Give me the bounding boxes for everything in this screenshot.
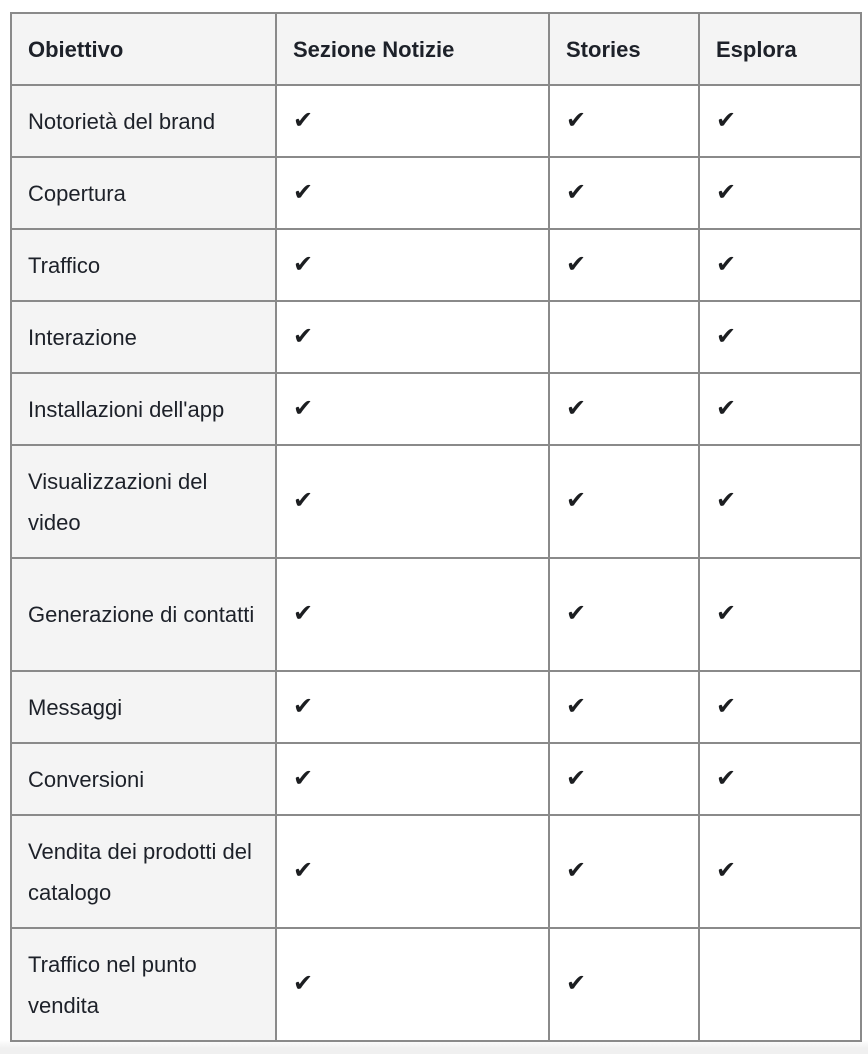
objective-cell: Visualizzazioni del video xyxy=(11,445,276,558)
objective-cell: Traffico nel punto vendita xyxy=(11,928,276,1041)
placements-table xyxy=(10,12,862,1042)
table-row xyxy=(11,671,861,743)
objective-cell: Interazione xyxy=(11,301,276,373)
check-icon: ✔ xyxy=(699,229,861,301)
table-row xyxy=(11,373,861,445)
table-row xyxy=(11,815,861,928)
empty-cell xyxy=(549,301,699,373)
check-icon: ✔ xyxy=(549,928,699,1041)
check-icon: ✔ xyxy=(276,157,549,229)
table-row xyxy=(11,928,861,1041)
header-objective: Obiettivo xyxy=(11,13,276,85)
check-icon: ✔ xyxy=(699,445,861,558)
check-icon: ✔ xyxy=(276,815,549,928)
table-row xyxy=(11,229,861,301)
table-row xyxy=(11,85,861,157)
empty-cell xyxy=(699,928,861,1041)
check-icon: ✔ xyxy=(549,743,699,815)
table-row xyxy=(11,445,861,558)
header-stories: Stories xyxy=(549,13,699,85)
check-icon: ✔ xyxy=(699,301,861,373)
objective-cell: Traffico xyxy=(11,229,276,301)
header-explore: Esplora xyxy=(699,13,861,85)
objective-cell: Conversioni xyxy=(11,743,276,815)
check-icon: ✔ xyxy=(549,229,699,301)
objective-cell: Notorietà del brand xyxy=(11,85,276,157)
check-icon: ✔ xyxy=(549,157,699,229)
check-icon: ✔ xyxy=(276,85,549,157)
check-icon: ✔ xyxy=(699,815,861,928)
check-icon: ✔ xyxy=(699,743,861,815)
check-icon: ✔ xyxy=(276,229,549,301)
check-icon: ✔ xyxy=(699,85,861,157)
check-icon: ✔ xyxy=(699,671,861,743)
table-row xyxy=(11,301,861,373)
check-icon: ✔ xyxy=(549,85,699,157)
check-icon: ✔ xyxy=(276,743,549,815)
objective-cell: Copertura xyxy=(11,157,276,229)
check-icon: ✔ xyxy=(276,558,549,671)
check-icon: ✔ xyxy=(699,157,861,229)
check-icon: ✔ xyxy=(699,558,861,671)
objective-cell: Installazioni dell'app xyxy=(11,373,276,445)
table-row xyxy=(11,157,861,229)
header-news-feed: Sezione Notizie xyxy=(276,13,549,85)
objective-cell: Generazione di contatti xyxy=(11,558,276,671)
check-icon: ✔ xyxy=(276,373,549,445)
check-icon: ✔ xyxy=(549,558,699,671)
check-icon: ✔ xyxy=(549,815,699,928)
check-icon: ✔ xyxy=(549,671,699,743)
table-row xyxy=(11,743,861,815)
check-icon: ✔ xyxy=(276,301,549,373)
check-icon: ✔ xyxy=(699,373,861,445)
check-icon: ✔ xyxy=(276,445,549,558)
check-icon: ✔ xyxy=(276,928,549,1041)
objective-cell: Vendita dei prodotti del catalogo xyxy=(11,815,276,928)
table-header-row xyxy=(11,13,861,85)
check-icon: ✔ xyxy=(549,445,699,558)
objective-cell: Messaggi xyxy=(11,671,276,743)
check-icon: ✔ xyxy=(549,373,699,445)
table-row xyxy=(11,558,861,671)
check-icon: ✔ xyxy=(276,671,549,743)
